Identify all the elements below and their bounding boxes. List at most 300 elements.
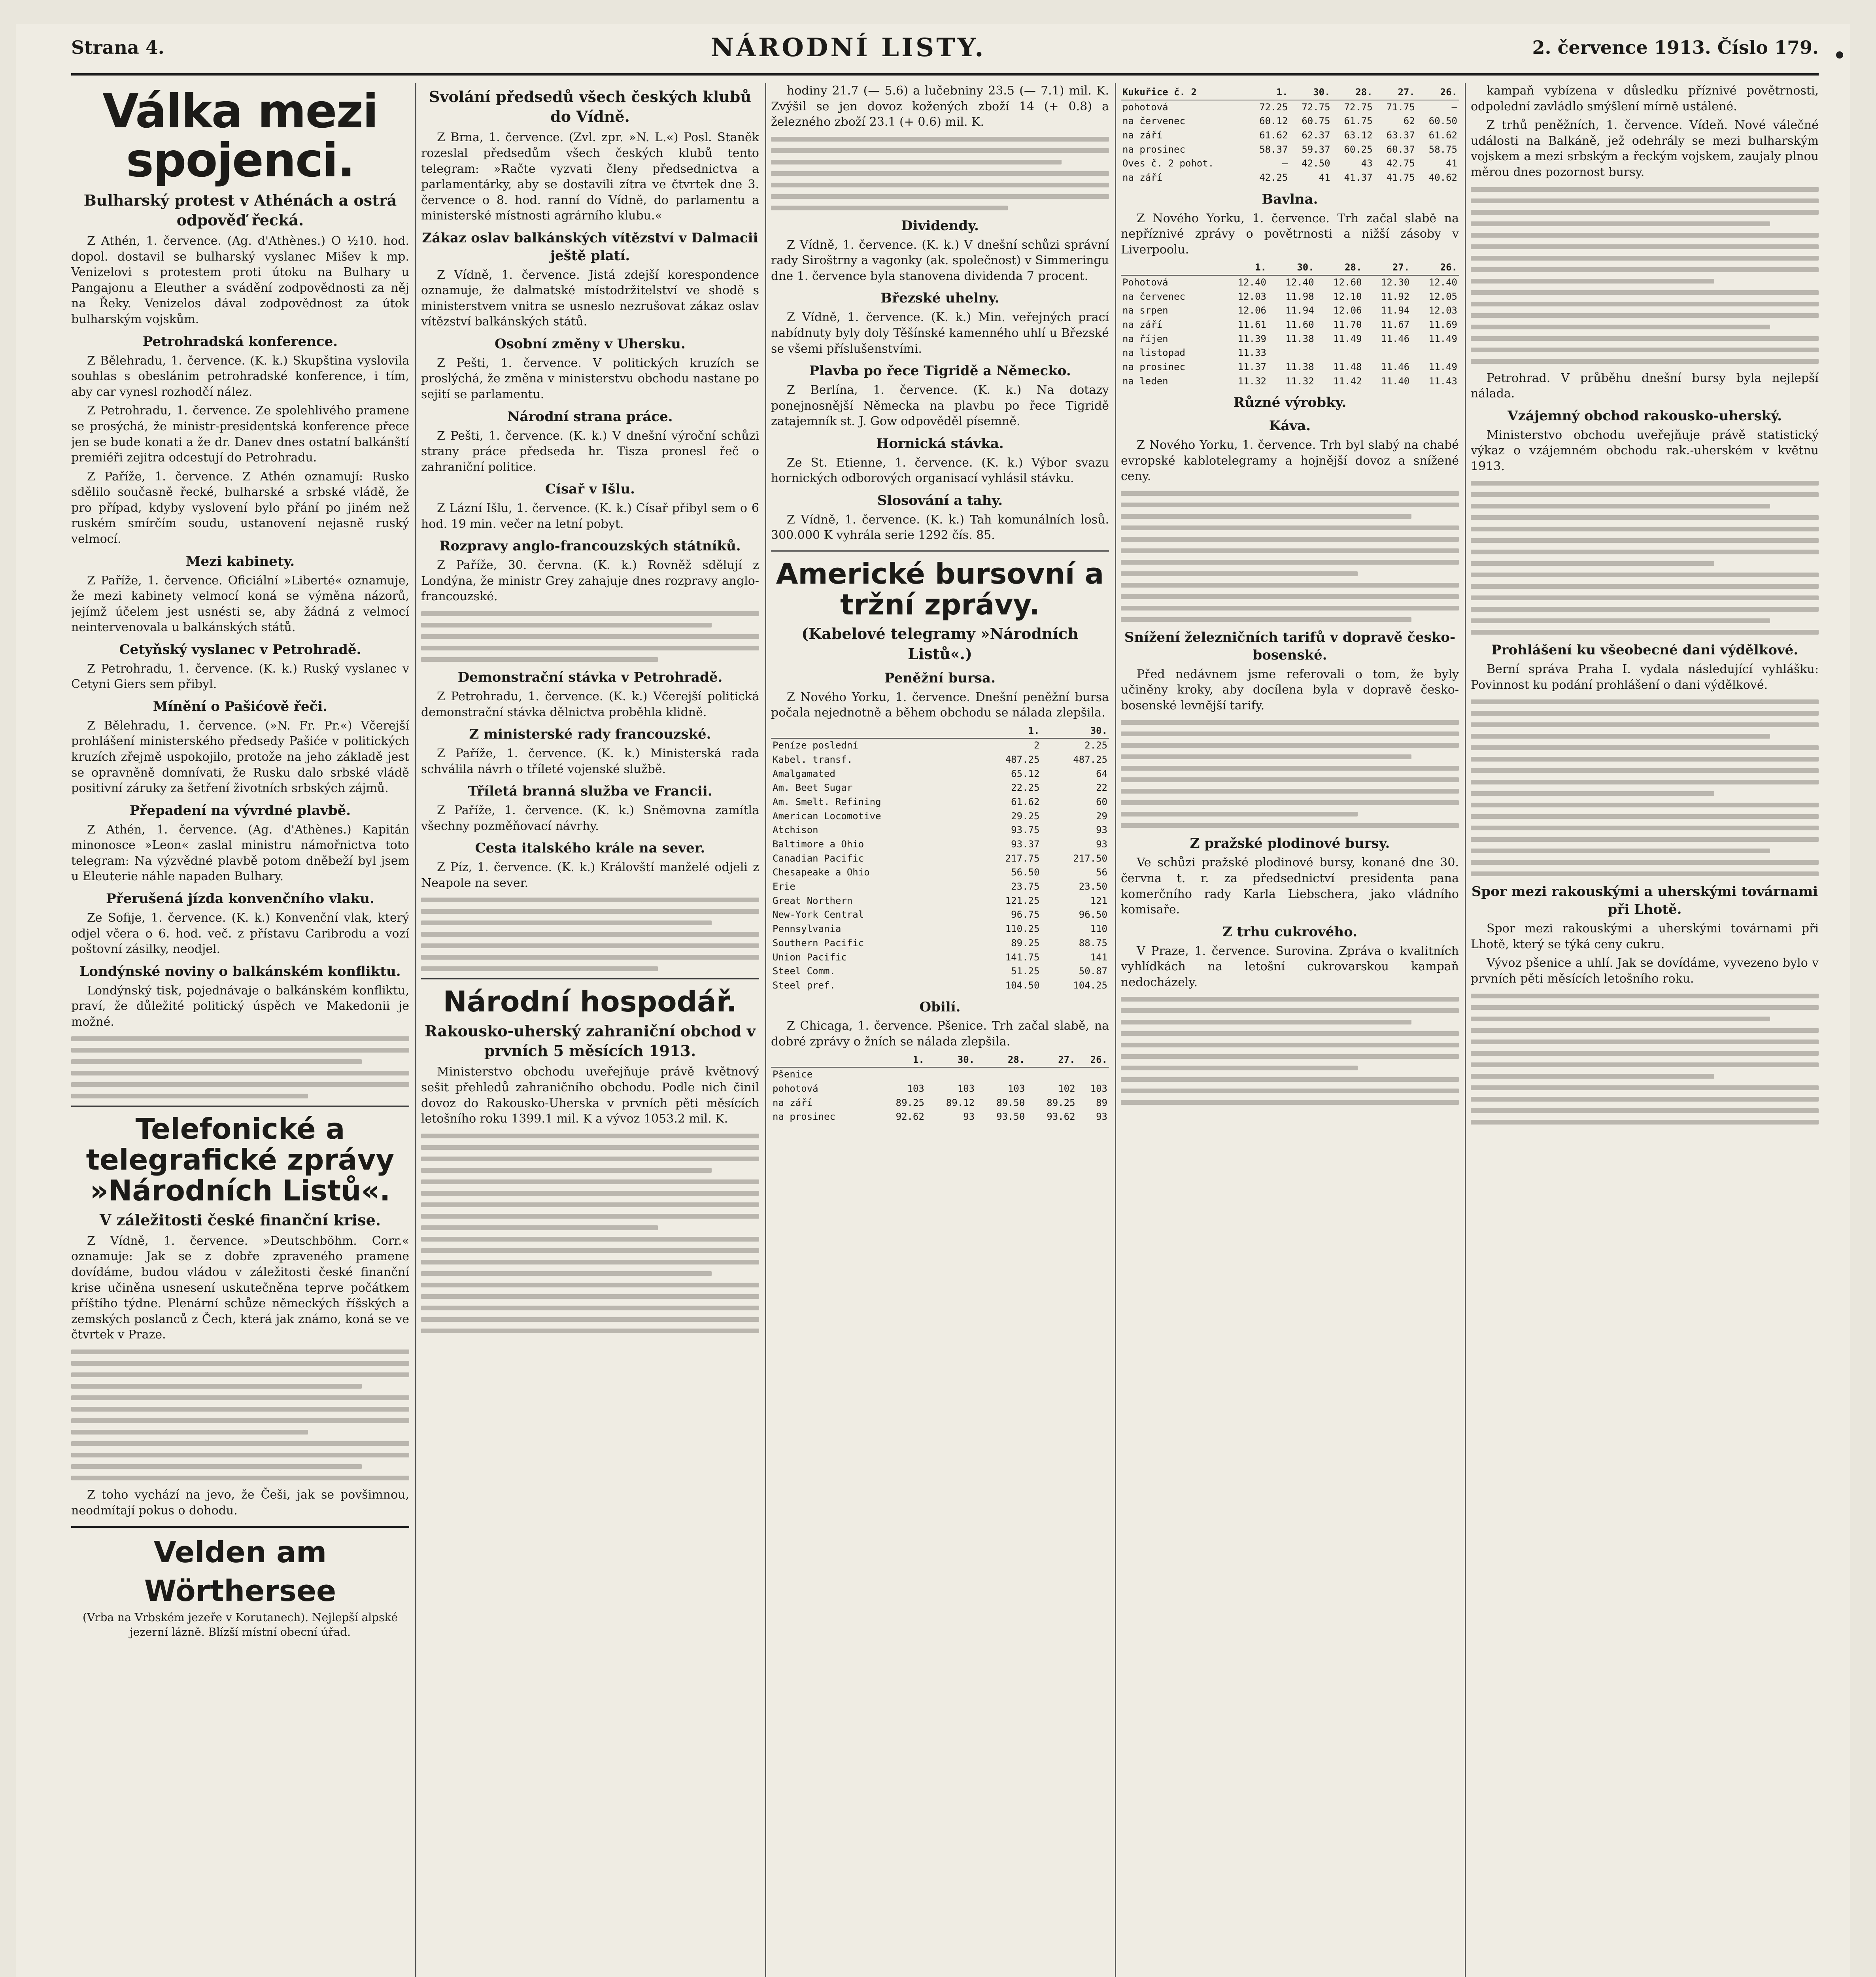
table-row [771,738,1109,753]
section-heading: Demonstrační stávka v Petrohradě. [457,669,723,686]
table-cell: 93.37 [1011,839,1040,850]
text-lines [1471,699,1819,876]
newspaper-page [16,24,1850,1977]
section-heading: Rozpravy anglo-francouzských státníků. [439,538,741,554]
article-paragraph: Z trhů peněžních, 1. července. Vídeň. Nové válečné události na Balkáně, jež odehrály se mezi bulharským vojskem a mezi srbským a řeckým vojskem, zaujaly plnou měrou dnes pozornost bursy. [1471,118,1819,179]
table-cell: Am. Beet Sugar [773,782,853,794]
column-header: 26. [1417,85,1459,100]
column-header: 30. [1289,85,1332,100]
column-5 [1471,83,1819,1977]
table-cell: 61.75 [1344,115,1373,127]
article-paragraph: Z Vídně, 1. července. (K. k.) Min. veřejných prací nabídnuty byly doly Těšínské kamenného uhlí u Březské se všemi příslušenstvími. [771,310,1109,356]
article-paragraph: Z Paříže, 30. června. (K. k.) Rovněž sdělují z Londýna, že ministr Grey zahajuje dnes rozpravy anglo-francouzské. [421,558,759,604]
table-row [771,964,1109,979]
scan-marker [1836,51,1843,59]
table-cell: 12.06 [1237,305,1266,316]
table-cell: 104.50 [1005,979,1040,991]
table-cell: 23.75 [1011,881,1040,892]
advertisement [71,1526,409,1640]
table-cell: 42.25 [1259,172,1288,183]
column-4 [1121,83,1459,1977]
table-cell [1316,346,1364,360]
column-header: 28. [1332,85,1374,100]
article-paragraph: Z Vídně, 1. července. »Deutschböhm. Corr.« oznamuje: Jak se z dobře zpraveného pramene dovídáme, budou vládou v záležitosti české finanční krise učiněna usnesení uskutečněna teprve počátkem příštího týdne. Plenární schůze německých říšských a zemských poslanců z Čech, která jak známo, koná se ve čtvrtek v Praze. [71,1234,409,1342]
table-cell: Pšenice [773,1069,813,1080]
column-header [771,1053,876,1068]
article-paragraph: Z Athén, 1. července. (Ag. d'Athènes.) Kapitán minonosce »Leon« zaslal ministru námořnictva toto telegram: Na výzvědné plavbě potom dněbeží byl jsem u Eleuterie náhle napaden Bulhary. [71,822,409,884]
table-row [771,852,1109,866]
table-cell: 72.75 [1302,101,1330,113]
section-heading: Hornická stávka. [876,435,1004,452]
table-cell: 11.60 [1285,319,1314,331]
text-lines [71,1036,409,1098]
table-cell: 56 [1096,867,1107,878]
table-cell: na prosinec [773,1111,835,1123]
table-cell: na červenec [1122,291,1185,302]
article-paragraph: hodiny 21.7 (— 5.6) a lučebniny 23.5 (— 7.1) mil. K. Zvýšil se jen dovoz kožených zboží 14 (+ 0.8) a železného zboží 23.1 (+ 0.6) mil. K. [771,84,1109,129]
section-divider [71,1106,409,1107]
table-cell: na září [1122,130,1163,141]
article-paragraph: Z Petrohradu, 1. července. (K. k.) Včerejší politická demonstrační stávka dělnictva proběhla klidně. [421,689,759,719]
table-cell: 89 [1096,1097,1107,1108]
table-cell: 93.50 [996,1111,1025,1123]
article-paragraph: Z Bělehradu, 1. července. (K. k.) Skupština vyslovila souhlas s obeslánim petrohradské konference, i tím, aby car vynesl rozhodčí nález. [71,353,409,399]
newspaper-title: NÁRODNÍ LISTY. [710,32,986,62]
table-cell: 96.50 [1079,909,1107,920]
table-cell: 89.50 [996,1097,1025,1108]
table-header-row [1121,85,1459,100]
article-paragraph: Ministerstvo obchodu uveřejňuje právě květnový sešit přehledů zahraničního obchodu. Podle nich činil dovoz do Rakousko-Uherska v prvních pěti měsících letošního roku 1399.1 mil. K a vývoz 1053.2 mil. K. [421,1065,759,1126]
section-masthead: Národní hospodář. [443,985,737,1019]
table-row [771,1067,1109,1082]
article-paragraph: Z Bělehradu, 1. července. (»N. Fr. Pr.«) Včerejší prohlášení ministerského předsedy Pašiće v politických kruzích zřejmě uspokojilo, protože na jeho základě jest se opravněně domnívati, že Rusku dalo srbské vládě positivní záruky za šetření životních srbských zájmů. [71,718,409,796]
table-row [771,823,1109,837]
table-cell: Southern Pacific [773,937,864,949]
table-cell: 11.49 [1428,333,1457,344]
table-cell: 103 [1007,1083,1025,1094]
table-cell: na září [1122,319,1163,331]
table-cell: 93.75 [1011,824,1040,836]
table-cell: 11.46 [1381,361,1410,373]
table-cell: 11.67 [1381,319,1410,331]
table-cell: Pohotová [1122,277,1168,288]
table-cell: 63.12 [1344,130,1373,141]
section-heading: Národní strana práce. [507,408,673,425]
table-cell: 51.25 [1011,966,1040,977]
column-header: 27. [1026,1053,1077,1068]
maize-table [1121,85,1459,185]
column-header: 1. [973,724,1041,739]
table-cell: Steel pref. [773,979,835,991]
ad-subtitle: (Vrba na Vrbském jezeře v Korutanech). Nejlepší alpské jezerní lázně. Blízší místní obecní úřad. [82,1611,398,1639]
telegraph-headline: Telefonické a telegrafické zprávy »Národních Listů«. [86,1112,395,1207]
column-header: 1. [1247,85,1289,100]
section-heading: Z ministerské rady francouzské. [469,726,711,743]
column-header: 26. [1077,1053,1109,1068]
table-row [771,951,1109,965]
table-cell: 88.75 [1079,937,1107,949]
section-heading: Cetyňský vyslanec v Petrohradě. [119,641,361,658]
table-row [1121,275,1459,290]
section-heading: Plavba po řece Tigridě a Německo. [809,363,1071,379]
section-heading: Peněžní bursa. [884,670,996,686]
table-cell: 50.87 [1079,966,1107,977]
section-heading: Dividendy. [901,217,979,234]
table-cell: 11.48 [1333,361,1362,373]
column-header: 28. [976,1053,1026,1068]
table-cell: Baltimore a Ohio [773,839,864,850]
table-cell: 59.37 [1302,144,1330,155]
table-cell: 58.37 [1259,144,1288,155]
table-cell: 42.75 [1386,158,1415,169]
section-heading: Cesta italského krále na sever. [475,840,705,856]
text-lines [1471,187,1819,364]
table-cell [1026,1067,1077,1082]
table-header-row [1121,261,1459,275]
table-cell: 93.62 [1047,1111,1075,1123]
table-cell: — [1451,101,1457,113]
column-header: 1. [1220,261,1268,275]
column-2 [421,83,759,1977]
table-cell: 121 [1090,895,1107,906]
table-cell: 2 [1033,740,1040,751]
page-number: Strana 4. [71,37,164,58]
table-cell: 102 [1058,1083,1075,1094]
article-paragraph: Spor mezi rakouskými a uherskými továrnami při Lhotě, který se týká ceny cukru. [1471,922,1819,951]
article-paragraph: Ze Sofije, 1. července. (K. k.) Konvenční vlak, který odjel včera o 6. hod. več. z přístavu Caribrodu a vozí poštovní zásilky, neodjel. [71,911,409,956]
text-lines [421,611,759,662]
table-cell: 11.40 [1381,375,1410,387]
table-cell: 141 [1090,951,1107,963]
table-cell: 11.38 [1285,333,1314,344]
table-cell: 41.75 [1386,172,1415,183]
table-cell: 2.25 [1084,740,1107,751]
article-paragraph: Z Nového Yorku, 1. července. Trh začal slabě na nepříznivé zprávy o povětrnosti a nižší zásoby v Liverpoolu. [1121,211,1459,257]
table-cell: 60.50 [1428,115,1457,127]
article-paragraph: Z Petrohradu, 1. července. Ze spolehlivého pramene se prosýchá, že ministr-presidentská konference přece jen se bude konati a že dr. Danev dnes ostatní balkánští premiéři zejitra odcestují do Petrohradu. [71,404,409,465]
table-cell: Great Northern [773,895,853,906]
table-cell: 29.25 [1011,810,1040,822]
page-header [71,24,1819,71]
section-heading: Různé výrobky. [1233,395,1347,411]
table-cell [1411,346,1459,360]
table-cell: 60.75 [1302,115,1330,127]
table-cell: Union Pacific [773,951,847,963]
article-paragraph: Ze St. Etienne, 1. července. (K. k.) Výbor svazu hornických odborových organisací vyhlásil stávku. [771,456,1109,486]
table-cell: 11.49 [1333,333,1362,344]
table-cell: 29 [1096,810,1107,822]
table-row [1121,318,1459,332]
table-cell: 72.75 [1344,101,1373,113]
table-cell: 103 [907,1083,924,1094]
table-cell: na září [773,1097,813,1108]
table-row [771,753,1109,767]
table-cell: 56.50 [1011,867,1040,878]
article-paragraph: Z Petrohradu, 1. července. (K. k.) Ruský vyslanec v Cetyni Giers sem přibyl. [71,662,409,692]
table-cell: Erie [773,881,795,892]
main-headline: Válka mezi spojenci. [102,84,378,187]
section-heading: Z trhu cukrového. [1222,924,1358,940]
table-cell: 11.46 [1381,333,1410,344]
table-row [771,781,1109,795]
table-cell: 89.25 [895,1097,924,1108]
table-cell: 58.75 [1428,144,1457,155]
table-cell: 11.42 [1333,375,1362,387]
table-cell: 11.32 [1237,375,1266,387]
table-cell: 93 [1096,824,1107,836]
table-row [771,866,1109,880]
table-cell: pohotová [773,1083,818,1094]
section-heading: Londýnské noviny o balkánském konfliktu. [79,963,401,979]
section-heading: Snížení železničních tarifů v dopravě česko-bosenské. [1124,629,1456,663]
section-divider [771,550,1109,552]
article-paragraph: Z Nového Yorku, 1. července. Trh byl slabý na chabé evropské kablotelegramy a hojnější dovoz a snížené ceny. [1121,438,1459,484]
table-row [1121,143,1459,157]
issue-date: 2. července 1913. Číslo 179. [1532,37,1819,58]
article-paragraph: Z Chicaga, 1. července. Pšenice. Trh začal slabě, na dobré zprávy o žních se nálada zlepšila. [771,1019,1109,1049]
table-cell: na leden [1122,375,1168,387]
table-cell: 60.25 [1344,144,1373,155]
table-cell: Steel Comm. [773,966,835,977]
article-paragraph: Z Athén, 1. července. (Ag. d'Athènes.) O ½10. hod. dopol. dostavil se bulharský vyslanec Mišev k mp. Venizelovi s protestem proti útoku na Bulhary u Pangajonu a Eleuther a svádění zodpovědnosti za něj na Řeky. Venizelos dával zodpovědnost za útok bulharským vojskům. [71,234,409,327]
column-header: 1. [876,1053,926,1068]
table-cell: Peníze poslední [773,740,858,751]
table-row [771,837,1109,852]
article-paragraph: Před nedávnem jsme referovali o tom, že byly učiněny kroky, aby docílena byla v dopravě česko-bosenské levnější tarify. [1121,667,1459,713]
article-paragraph: Ministerstvo obchodu uveřejňuje právě statistický výkaz o vzájemném obchodu rak.-uherském v květnu 1913. [1471,428,1819,473]
column-header [771,724,973,739]
table-cell: 72.25 [1259,101,1288,113]
table-cell: Atchison [773,824,818,836]
table-cell: 12.40 [1237,277,1266,288]
table-row [771,795,1109,809]
table-cell: Kabel. transf. [773,754,853,765]
table-cell: na srpen [1122,305,1168,316]
section-heading: Svolání předsedů všech českých klubů do Vídně. [429,88,751,126]
table-cell: 71.75 [1386,101,1415,113]
text-lines [1471,994,1819,1125]
article-paragraph: Z Vídně, 1. července. (K. k.) Tah komunálních losů. 300.000 K vyhrála serie 1292 čís. 85. [771,512,1109,542]
column-rule [1465,83,1466,1977]
table-row [1121,114,1459,129]
table-cell: 65.12 [1011,768,1040,779]
column-rule [415,83,416,1977]
text-lines [1121,997,1459,1105]
section-heading: Přerušená jízda konvenčního vlaku. [106,891,374,907]
section-heading: Spor mezi rakouskými a uherskými továrnami při Lhotě. [1471,884,1818,918]
section-heading: Káva. [1269,418,1311,434]
table-cell: 22.25 [1011,782,1040,794]
table-row [771,1096,1109,1110]
article-paragraph: Ve schůzi pražské plodinové bursy, konané dne 30. června t. r. za předsednictví presidenta pana komerčního rady Karla Liebschera, jako vládního komisaře. [1121,856,1459,917]
table-row [1121,360,1459,374]
table-cell [976,1067,1026,1082]
table-cell: 11.49 [1428,361,1457,373]
section-heading: Mínění o Pašićově řeči. [153,698,328,714]
table-cell: 12.40 [1428,277,1457,288]
table-cell: 60.37 [1386,144,1415,155]
section-heading: Bavlna. [1262,191,1318,207]
article-paragraph: Berní správa Praha I. vydala následující vyhlášku: Povinnost ku podání prohlášení o dani výdělkové. [1471,662,1819,692]
table-cell: 41.37 [1344,172,1373,183]
table-cell: 110.25 [1005,923,1040,935]
table-cell: 22 [1096,782,1107,794]
column-3 [771,83,1109,1977]
article-paragraph: Z Vídně, 1. července. Jistá zdejší korespondence oznamuje, že dalmatské místodržitelství ve shodě s ministerstvem vnitra se usneslo nezrušovat zákaz oslav vítězství balkánských států. [421,268,759,329]
table-cell: 93 [1096,839,1107,850]
column-header: Kukuřice č. 2 [1121,85,1247,100]
table-cell: 103 [1090,1083,1107,1094]
article-paragraph: Petrohrad. V průběhu dnešní bursy byla nejlepší nálada. [1471,371,1819,401]
table-cell: Amalgamated [773,768,835,779]
table-cell: 23.50 [1079,881,1107,892]
article-paragraph: Z Vídně, 1. července. (K. k.) V dnešní schůzi správní rady Siroštrny a vagonky (ak. společnost) v Simmeringu dne 1. července byla stanovena dividenda 7 procent. [771,238,1109,283]
table-cell: 93 [1096,1111,1107,1123]
table-cell: 96.75 [1011,909,1040,920]
table-cell: 12.30 [1381,277,1410,288]
section-heading: Slosování a tahy. [877,492,1003,508]
table-cell: 41 [1319,172,1330,183]
table-header-row [771,1053,1109,1068]
table-cell: 12.03 [1428,305,1457,316]
table-cell [876,1067,926,1082]
table-cell: 43 [1361,158,1373,169]
stock-table [771,724,1109,993]
table-cell: 61.62 [1011,796,1040,808]
table-cell: 62 [1403,115,1415,127]
table-cell: 11.70 [1333,319,1362,331]
table-cell: 41 [1446,158,1457,169]
table-cell: 11.92 [1381,291,1410,302]
article-paragraph: V Praze, 1. července. Surovina. Zpráva o kvalitních vyhlídkách na letošní cukrovarskou kampaň nedocházely. [1121,944,1459,989]
table-cell: 62.37 [1302,130,1330,141]
ad-title: Velden am Wörthersee [144,1535,336,1608]
table-cell: 11.32 [1285,375,1314,387]
table-cell: American Locomotive [773,810,881,822]
text-lines [1121,720,1459,828]
table-cell: na prosinec [1122,144,1185,155]
table-row [771,880,1109,894]
table-cell: 121.25 [1005,895,1040,906]
section-heading: Císař v Išlu. [545,481,635,497]
table-cell: 12.06 [1333,305,1362,316]
section-heading: Přepadení na vývrdné plavbě. [129,802,351,818]
article-paragraph: Z Píz, 1. července. (K. k.) Královští manželé odjeli z Neapole na sever. [421,860,759,890]
table-row [771,936,1109,951]
text-lines [1471,481,1819,635]
section-heading: Obilí. [919,999,961,1015]
table-cell: 12.10 [1333,291,1362,302]
table-cell: pohotová [1122,101,1168,113]
column-header: 30. [926,1053,976,1068]
table-cell: 61.62 [1428,130,1457,141]
table-cell: 12.40 [1285,277,1314,288]
table-cell: 217.75 [1005,852,1040,864]
article-paragraph: Z Nového Yorku, 1. července. Dnešní peněžní bursa počala nejednotně a během obchodu se nálada zlepšila. [771,690,1109,720]
table-cell: 104.25 [1073,979,1107,991]
column-header: 30. [1041,724,1109,739]
article-paragraph: Z Paříže, 1. července. (K. k.) Ministerská rada schválila návrh o tříleté vojenské službě. [421,746,759,776]
column-header: 27. [1363,261,1411,275]
table-row [1121,157,1459,171]
table-cell: 110 [1090,923,1107,935]
grain-table [771,1053,1109,1124]
table-cell: 12.03 [1237,291,1266,302]
article-paragraph: kampaň vybízena v důsledku příznivé povětrnosti, odpolední zavládlo smýšlení mírně ustálené. [1471,84,1819,113]
table-row [771,894,1109,908]
header-rule [71,73,1819,76]
column-rule [1115,83,1116,1977]
table-cell: 487.25 [1005,754,1040,765]
table-cell: na prosinec [1122,361,1185,373]
table-cell: 11.69 [1428,319,1457,331]
table-cell: 63.37 [1386,130,1415,141]
table-cell: 42.50 [1302,158,1330,169]
article-paragraph: Z Lázní Išlu, 1. července. (K. k.) Císař přibyl sem o 6 hod. 19 min. večer na letní pobyt. [421,501,759,531]
section-masthead: Americké bursovní a tržní zprávy. [776,557,1104,621]
table-cell: 11.37 [1237,361,1266,373]
article-paragraph: Z Pešti, 1. července. V politických kruzích se proslýchá, že změna v ministerstvu obchodu nastane po sejití se parlamentu. [421,356,759,402]
table-row [771,1110,1109,1124]
section-heading: Mezi kabinety. [185,553,295,569]
table-cell: Canadian Pacific [773,852,864,864]
column-header: 28. [1316,261,1364,275]
article-paragraph: Z toho vychází na jevo, že Češi, jak se povšimnou, neodmítají pokus o dohodu. [71,1487,409,1518]
table-cell: 40.62 [1428,172,1457,183]
table-cell: 11.43 [1428,375,1457,387]
table-row [771,979,1109,993]
table-row [1121,100,1459,115]
column-header [1121,261,1220,275]
table-cell: na září [1122,172,1163,183]
table-cell: 60.12 [1259,115,1288,127]
section-heading: Petrohradská konference. [142,333,338,350]
text-lines [421,1134,759,1333]
section-heading: V záležitosti české finanční krise. [99,1211,381,1229]
table-cell [1268,346,1316,360]
table-cell: na říjen [1122,333,1168,344]
table-cell: — [1282,158,1288,169]
table-cell: 89.25 [1047,1097,1075,1108]
column-header: 30. [1268,261,1316,275]
section-heading: Z pražské plodinové bursy. [1190,835,1390,852]
text-lines [421,898,759,971]
article-paragraph: Londýnský tisk, pojednávaje o balkánském konfliktu, praví, že důležité politický úspěch ve Makedonii je možné. [71,983,409,1029]
section-subtitle: (Kabelové telegramy »Národních Listů«.) [801,625,1079,663]
section-heading: Tříletá branná služba ve Francii. [468,783,712,799]
section-heading: Vzájemný obchod rakousko-uherský. [1508,408,1782,424]
table-row [1121,304,1459,318]
article-paragraph: Z Pešti, 1. července. (K. k.) V dnešní výroční schůzi strany práce předseda hr. Tisza pronesl řeč o zahraniční politice. [421,429,759,474]
section-heading: Březské uhelny. [880,290,999,306]
section-heading: Osobní změny v Uhersku. [495,336,686,352]
table-cell: 103 [957,1083,975,1094]
table-cell: 487.25 [1073,754,1107,765]
headline-subtitle: Bulharský protest v Athénách a ostrá odpověď řecká. [83,191,397,229]
column-header: 27. [1374,85,1417,100]
table-cell: 11.61 [1237,319,1266,331]
article-paragraph: Z Berlína, 1. července. (K. k.) Na dotazy ponejnosnější Německa na plavbu po řece Tigridě zatajemník st. J. Gow odpověděl písemně. [771,383,1109,429]
table-cell: 11.94 [1381,305,1410,316]
section-divider [421,978,759,979]
table-cell: 12.60 [1333,277,1362,288]
table-row [771,809,1109,824]
table-cell: Oves č. 2 pohot. [1122,158,1214,169]
table-cell: 141.75 [1005,951,1040,963]
text-lines [1121,491,1459,622]
table-cell: 92.62 [895,1111,924,1123]
article-paragraph: Z Paříže, 1. července. Z Athén oznamují: Rusko sdělilo současně řecké, bulharské a srbské vládě, že pro případ, kdyby vyslovení bylo přání po jiném než ruském smírčím soudu, ustanovení nejasně ruský velmocí. [71,469,409,546]
